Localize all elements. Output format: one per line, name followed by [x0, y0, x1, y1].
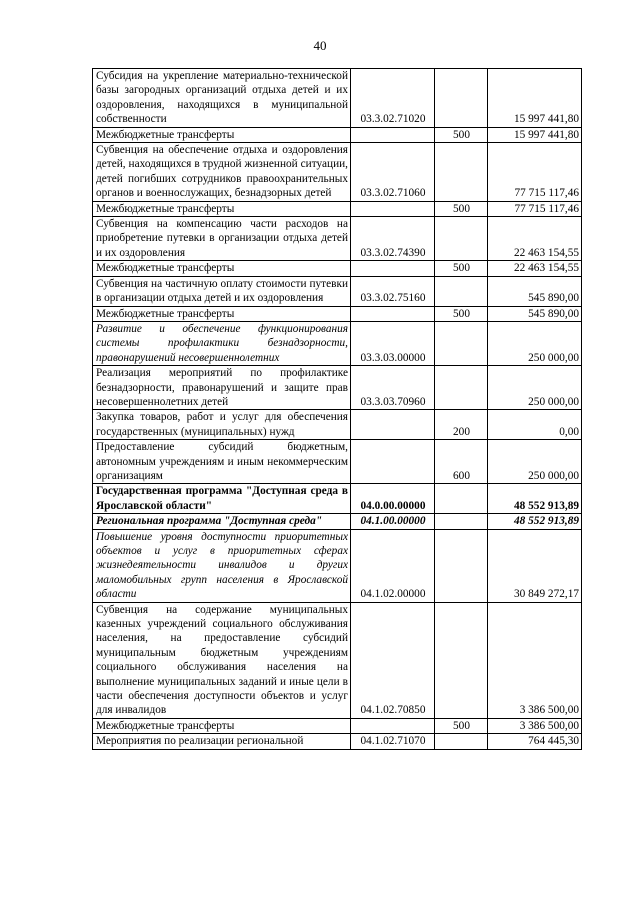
row-expense-type-cell [435, 217, 488, 261]
row-expense-type-cell: 500 [435, 261, 488, 276]
row-code-cell: 04.1.00.00000 [351, 514, 435, 529]
row-sum-cell: 77 715 117,46 [488, 143, 582, 202]
row-expense-type-cell: 600 [435, 440, 488, 484]
table-row [93, 440, 582, 484]
row-name-cell: Субвенция на обеспечение отдыха и оздоровления детей, находящихся в трудной жизненной ситуации, детей погибших сотрудников правоохранительных органов и военнослужащих, безнадзорных детей [93, 143, 351, 202]
row-sum-cell: 15 997 441,80 [488, 127, 582, 142]
table-row [93, 321, 582, 365]
table-row [93, 306, 582, 321]
row-expense-type-cell: 500 [435, 127, 488, 142]
row-code-cell [351, 440, 435, 484]
row-name-cell: Реализация мероприятий по профилактике безнадзорности, правонарушений и защите прав несовершеннолетних детей [93, 366, 351, 410]
row-expense-type-cell [435, 484, 488, 514]
row-expense-type-cell [435, 143, 488, 202]
row-name-cell: Региональная программа "Доступная среда" [93, 514, 351, 529]
row-name-cell: Межбюджетные трансферты [93, 306, 351, 321]
row-code-cell: 03.3.02.74390 [351, 217, 435, 261]
row-name-cell: Субсидия на укрепление материально-технической базы загородных организаций отдыха детей и их оздоровления, находящихся в муниципальной собственности [93, 69, 351, 128]
table-row [93, 276, 582, 306]
row-name-cell: Развитие и обеспечение функционирования системы профилактики безнадзорности, правонарушений несовершеннолетних [93, 321, 351, 365]
table-row [93, 718, 582, 733]
row-sum-cell: 250 000,00 [488, 440, 582, 484]
row-name-cell: Субвенция на компенсацию части расходов на приобретение путевки в организации отдыха детей и их оздоровления [93, 217, 351, 261]
row-name-cell: Государственная программа "Доступная среда в Ярославской области" [93, 484, 351, 514]
row-code-cell: 04.1.02.71070 [351, 734, 435, 749]
row-name-cell: Межбюджетные трансферты [93, 201, 351, 216]
row-sum-cell: 22 463 154,55 [488, 261, 582, 276]
row-expense-type-cell: 200 [435, 410, 488, 440]
row-expense-type-cell [435, 276, 488, 306]
table-row [93, 602, 582, 718]
row-expense-type-cell [435, 602, 488, 718]
row-name-cell: Межбюджетные трансферты [93, 718, 351, 733]
page-number: 40 [313, 38, 327, 53]
row-code-cell [351, 201, 435, 216]
row-name-cell: Закупка товаров, работ и услуг для обеспечения государственных (муниципальных) нужд [93, 410, 351, 440]
table-row [93, 529, 582, 602]
row-name-cell: Мероприятия по реализации региональной [93, 734, 351, 749]
table-row [93, 201, 582, 216]
row-expense-type-cell [435, 321, 488, 365]
row-code-cell: 03.3.03.00000 [351, 321, 435, 365]
row-name-cell: Субвенция на частичную оплату стоимости путевки в организации отдыха детей и их оздоровления [93, 276, 351, 306]
row-expense-type-cell [435, 366, 488, 410]
row-code-cell: 04.0.00.00000 [351, 484, 435, 514]
table-row [93, 410, 582, 440]
table-row [93, 217, 582, 261]
row-expense-type-cell: 500 [435, 306, 488, 321]
row-sum-cell: 764 445,30 [488, 734, 582, 749]
table-row [93, 127, 582, 142]
row-code-cell: 04.1.02.70850 [351, 602, 435, 718]
row-expense-type-cell [435, 734, 488, 749]
row-sum-cell: 250 000,00 [488, 321, 582, 365]
row-name-cell: Субвенция на содержание муниципальных казенных учреждений социального обслуживания населения, на предоставление субсидий муниципальным бюджетным учреждениям социального обслуживания населения на выполнение муниципальных заданий и иные цели в части обеспечения доступности объектов и услуг для инвалидов [93, 602, 351, 718]
table-row [93, 261, 582, 276]
row-sum-cell: 3 386 500,00 [488, 718, 582, 733]
row-expense-type-cell [435, 529, 488, 602]
row-code-cell: 03.3.02.71060 [351, 143, 435, 202]
row-sum-cell: 3 386 500,00 [488, 602, 582, 718]
row-expense-type-cell [435, 69, 488, 128]
row-sum-cell: 545 890,00 [488, 276, 582, 306]
row-code-cell [351, 127, 435, 142]
row-code-cell [351, 306, 435, 321]
table-row [93, 484, 582, 514]
row-sum-cell: 15 997 441,80 [488, 69, 582, 128]
row-code-cell [351, 410, 435, 440]
row-code-cell [351, 261, 435, 276]
row-code-cell: 03.3.02.75160 [351, 276, 435, 306]
row-expense-type-cell: 500 [435, 201, 488, 216]
budget-table [92, 68, 582, 750]
table-row [93, 514, 582, 529]
row-sum-cell: 30 849 272,17 [488, 529, 582, 602]
row-code-cell: 04.1.02.00000 [351, 529, 435, 602]
row-sum-cell: 250 000,00 [488, 366, 582, 410]
table-row [93, 69, 582, 128]
table-row [93, 143, 582, 202]
row-sum-cell: 545 890,00 [488, 306, 582, 321]
row-name-cell: Межбюджетные трансферты [93, 127, 351, 142]
row-code-cell: 03.3.02.71020 [351, 69, 435, 128]
row-sum-cell: 0,00 [488, 410, 582, 440]
row-sum-cell: 77 715 117,46 [488, 201, 582, 216]
row-sum-cell: 22 463 154,55 [488, 217, 582, 261]
row-sum-cell: 48 552 913,89 [488, 514, 582, 529]
table-row [93, 366, 582, 410]
row-name-cell: Повышение уровня доступности приоритетных объектов и услуг в приоритетных сферах жизнедеятельности инвалидов и других маломобильных групп населения в Ярославской области [93, 529, 351, 602]
row-expense-type-cell [435, 514, 488, 529]
table-row [93, 734, 582, 749]
row-sum-cell: 48 552 913,89 [488, 484, 582, 514]
row-expense-type-cell: 500 [435, 718, 488, 733]
row-code-cell [351, 718, 435, 733]
row-code-cell: 03.3.03.70960 [351, 366, 435, 410]
row-name-cell: Межбюджетные трансферты [93, 261, 351, 276]
row-name-cell: Предоставление субсидий бюджетным, автономным учреждениям и иным некоммерческим организациям [93, 440, 351, 484]
